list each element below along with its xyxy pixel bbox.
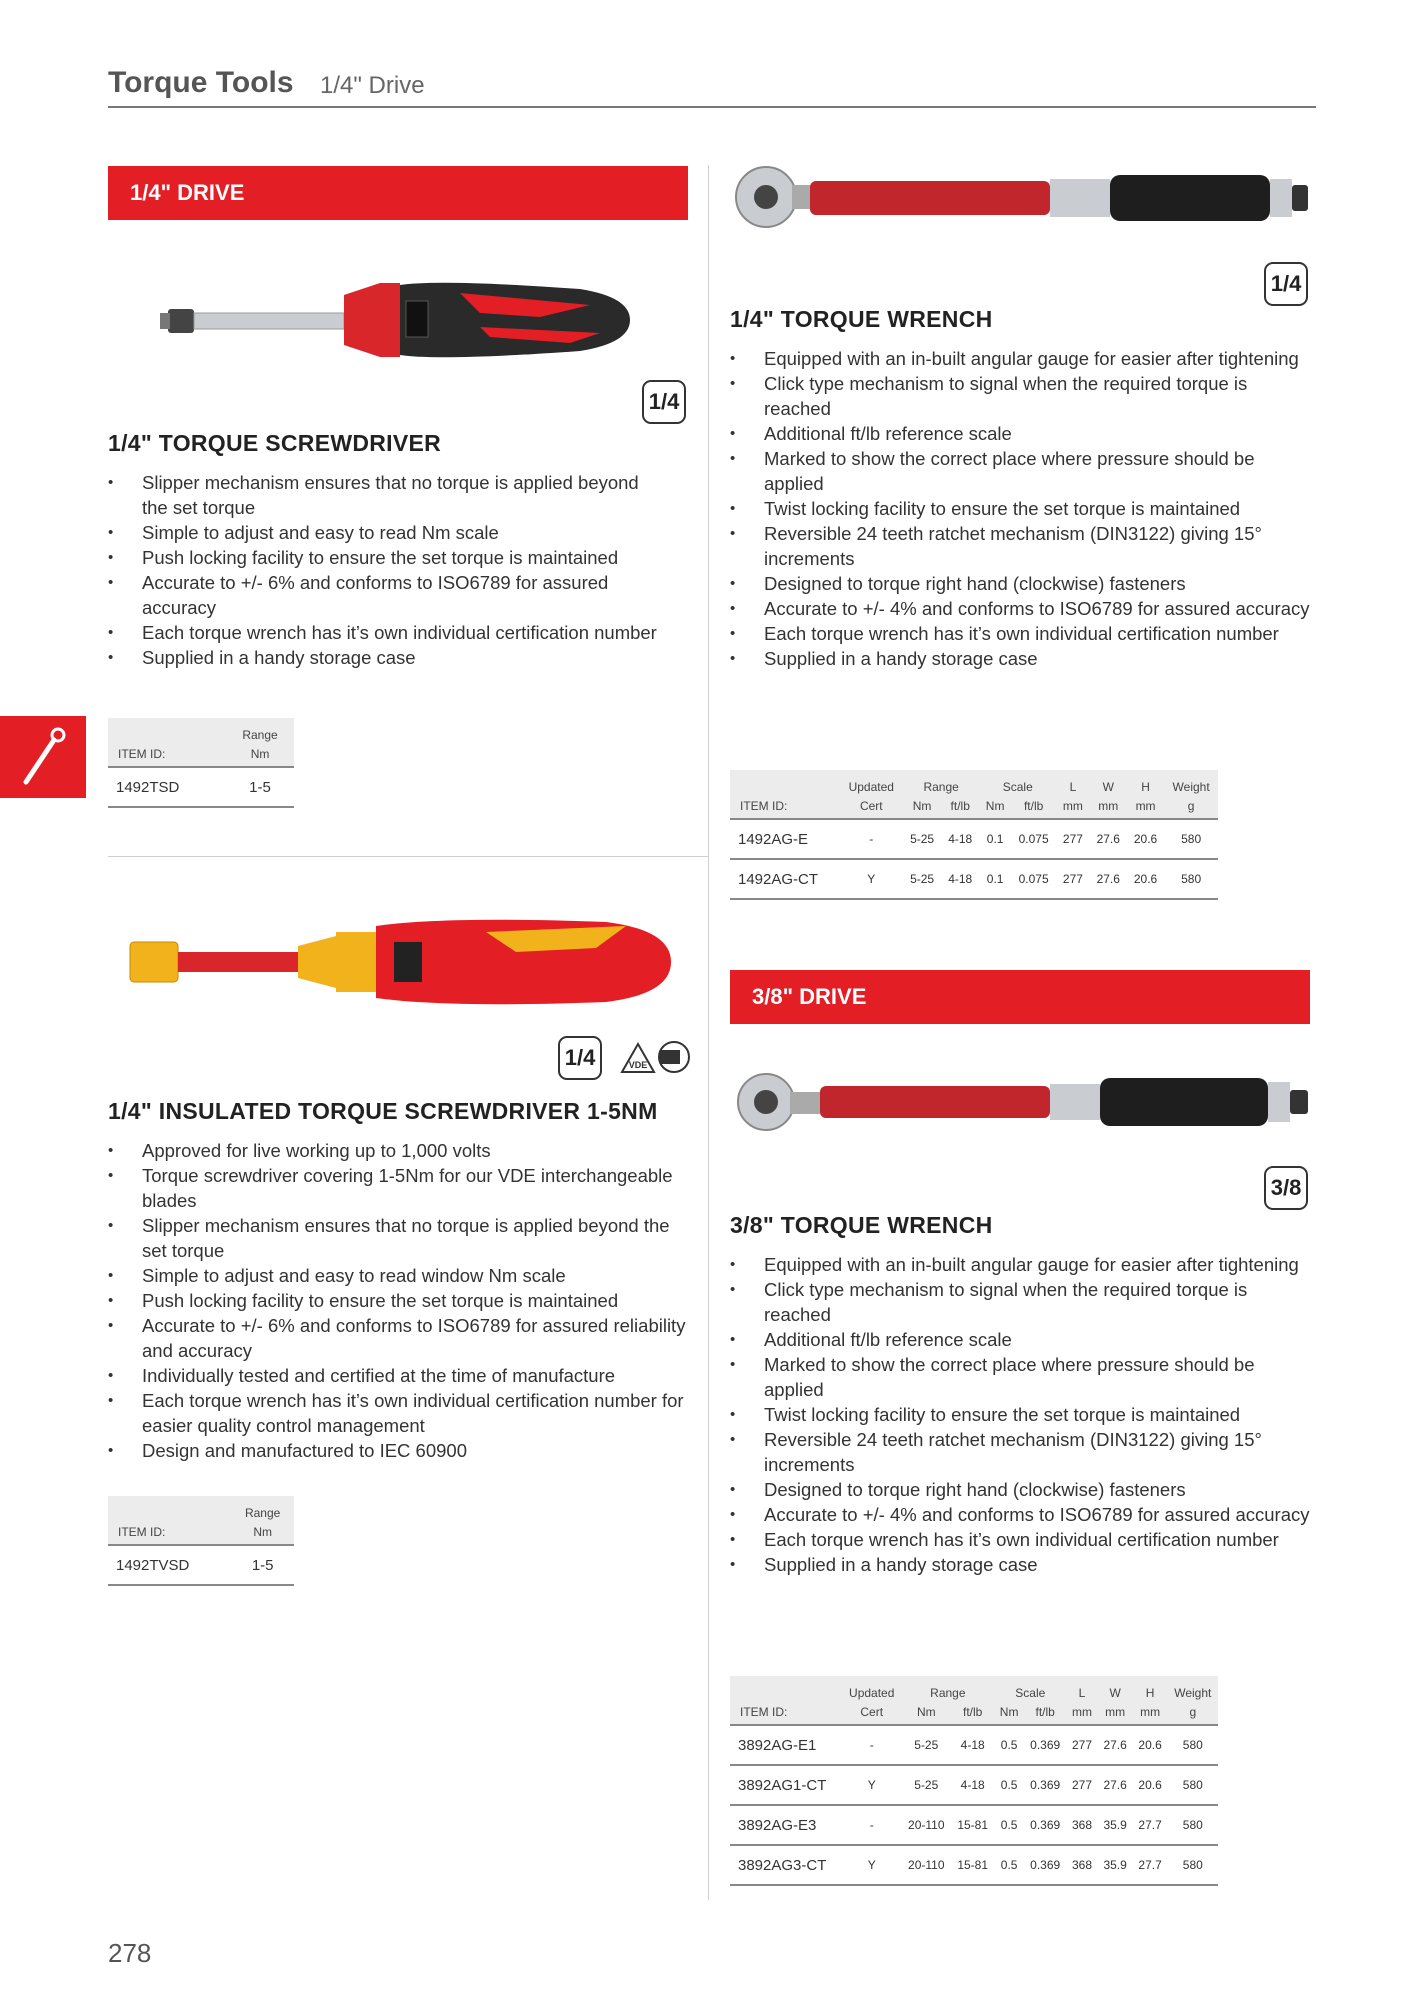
weight: 580: [1164, 859, 1218, 899]
col-item-id: ITEM ID:: [108, 1520, 231, 1545]
badge-denominator: 4: [583, 1045, 596, 1070]
feature-item: • Additional ft/lb reference scale: [730, 1327, 1310, 1352]
range-nm: 20-110: [901, 1845, 951, 1885]
range-ftlb: 4-18: [951, 1765, 994, 1805]
quarter-inch-badge: 1/4: [558, 1036, 602, 1080]
table-row: [730, 1725, 1218, 1765]
feature-item: • Torque screwdriver covering 1-5Nm for our VDE interchangeable blades: [108, 1163, 698, 1213]
range-ftlb: 15-81: [951, 1805, 994, 1845]
col-range: Range: [231, 1496, 294, 1520]
feature-item: • Equipped with an in-built angular gauge for easier after tightening: [730, 1252, 1310, 1277]
height: 27.7: [1133, 1805, 1168, 1845]
badge-denominator: 4: [667, 389, 680, 414]
col-g: g: [1164, 794, 1218, 819]
col-l: L: [1056, 770, 1089, 794]
three-eighth-wrench-title: 3/8" TORQUE WRENCH: [730, 1212, 993, 1238]
range-nm: 5-25: [903, 819, 941, 859]
badge-numerator: 1: [648, 389, 661, 414]
item-id: 1492AG-E: [730, 819, 840, 859]
col-w: W: [1098, 1676, 1133, 1700]
item-id: 3892AG3-CT: [730, 1845, 842, 1885]
cert: Y: [840, 859, 904, 899]
length: 277: [1056, 859, 1089, 899]
col-updated: Updated: [840, 770, 904, 794]
page-header: [108, 62, 1316, 108]
scale-nm: 0.1: [979, 859, 1011, 899]
col-ftlb: ft/lb: [951, 1700, 994, 1725]
quarter-inch-badge: 1/4: [642, 380, 686, 424]
scale-nm: 0.5: [994, 1765, 1024, 1805]
badge-numerator: 1: [1270, 271, 1283, 296]
item-id: 3892AG1-CT: [730, 1765, 842, 1805]
feature-item: • Click type mechanism to signal when the required torque is reached: [730, 1277, 1310, 1327]
col-item-id: ITEM ID:: [730, 1700, 842, 1725]
feature-item: • Marked to show the correct place where pressure should be applied: [730, 446, 1310, 496]
height: 20.6: [1133, 1725, 1168, 1765]
range-ftlb: 15-81: [951, 1845, 994, 1885]
feature-item: • Supplied in a handy storage case: [108, 645, 668, 670]
range-ftlb: 4-18: [941, 859, 979, 899]
item-id: 3892AG-E1: [730, 1725, 842, 1765]
col-ftlb: ft/lb: [941, 794, 979, 819]
table-row: [730, 1805, 1218, 1845]
scale-nm: 0.5: [994, 1805, 1024, 1845]
feature-item: • Accurate to +/- 6% and conforms to ISO6789 for assured accuracy: [108, 570, 668, 620]
scale-nm: 0.5: [994, 1845, 1024, 1885]
range-nm: 5-25: [903, 859, 941, 899]
torque-screwdriver-image: [160, 275, 640, 365]
range-ftlb: 4-18: [951, 1725, 994, 1765]
feature-item: • Approved for live working up to 1,000 volts: [108, 1138, 698, 1163]
scale-ftlb: 0.369: [1024, 1765, 1066, 1805]
page-title: Torque Tools: [108, 66, 294, 99]
col-l: L: [1066, 1676, 1097, 1700]
width: 27.6: [1098, 1725, 1133, 1765]
feature-item: • Designed to torque right hand (clockwise) fasteners: [730, 1477, 1310, 1502]
feature-item: • Designed to torque right hand (clockwise) fasteners: [730, 571, 1310, 596]
screwdriver-features: [108, 470, 668, 670]
col-item-id: ITEM ID:: [108, 742, 226, 767]
badge-numerator: 1: [564, 1045, 577, 1070]
table-row: [730, 1845, 1218, 1885]
insulated-screwdriver-image: [126, 912, 676, 1012]
col-mm-l: mm: [1066, 1700, 1097, 1725]
feature-item: • Click type mechanism to signal when the required torque is reached: [730, 371, 1310, 421]
scale-nm: 0.5: [994, 1725, 1024, 1765]
cert: Y: [842, 1765, 902, 1805]
quarter-inch-badge: 1/4: [1264, 262, 1308, 306]
item-id: 1492AG-CT: [730, 859, 840, 899]
col-h: H: [1127, 770, 1164, 794]
weight: 580: [1164, 819, 1218, 859]
drive-bar-three-eighth: 3/8" DRIVE: [730, 970, 1310, 1024]
feature-item: • Each torque wrench has it’s own individual certification number: [108, 620, 668, 645]
scale-ftlb: 0.369: [1024, 1725, 1066, 1765]
torque-wrench-icon: [18, 726, 68, 788]
col-scale: Scale: [994, 1676, 1066, 1700]
range-value: 1-5: [231, 1545, 294, 1585]
width: 35.9: [1098, 1805, 1133, 1845]
col-range: Range: [901, 1676, 994, 1700]
feature-item: • Slipper mechanism ensures that no torque is applied beyond the set torque: [108, 1213, 698, 1263]
cert: -: [842, 1725, 902, 1765]
insulated-features: [108, 1138, 698, 1463]
col-scale-nm: Nm: [994, 1700, 1024, 1725]
weight: 580: [1168, 1725, 1218, 1765]
feature-item: • Supplied in a handy storage case: [730, 1552, 1310, 1577]
vde-text: VDE: [628, 1060, 648, 1070]
length: 277: [1056, 819, 1089, 859]
table-row: [108, 767, 294, 807]
screwdriver-spec-table: [108, 718, 294, 808]
col-cert: Cert: [840, 794, 904, 819]
weight: 580: [1168, 1765, 1218, 1805]
range-ftlb: 4-18: [941, 819, 979, 859]
col-item-id: ITEM ID:: [730, 794, 840, 819]
vde-certification-icon: [620, 1040, 692, 1074]
quarter-wrench-features: [730, 346, 1310, 671]
cert: -: [842, 1805, 902, 1845]
length: 368: [1066, 1845, 1097, 1885]
col-nm: Nm: [903, 794, 941, 819]
col-unit: Nm: [231, 1520, 294, 1545]
feature-item: • Each torque wrench has it’s own individual certification number: [730, 621, 1310, 646]
range-nm: 20-110: [901, 1805, 951, 1845]
feature-item: • Twist locking facility to ensure the set torque is maintained: [730, 1402, 1310, 1427]
quarter-torque-wrench-image: [732, 165, 1312, 239]
feature-item: • Supplied in a handy storage case: [730, 646, 1310, 671]
range-value: 1-5: [226, 767, 294, 807]
col-nm: Nm: [901, 1700, 951, 1725]
width: 35.9: [1098, 1845, 1133, 1885]
col-mm-h: mm: [1133, 1700, 1168, 1725]
col-scale: Scale: [979, 770, 1056, 794]
scale-ftlb: 0.075: [1011, 819, 1056, 859]
weight: 580: [1168, 1805, 1218, 1845]
feature-item: • Each torque wrench has it’s own individual certification number for easier quality control management: [108, 1388, 698, 1438]
table-row: [730, 819, 1218, 859]
scale-nm: 0.1: [979, 819, 1011, 859]
height: 20.6: [1127, 819, 1164, 859]
width: 27.6: [1090, 859, 1127, 899]
length: 277: [1066, 1765, 1097, 1805]
page-number: 278: [108, 1938, 152, 1968]
col-scale-ftlb: ft/lb: [1011, 794, 1056, 819]
width: 27.6: [1090, 819, 1127, 859]
col-range: Range: [903, 770, 979, 794]
scale-ftlb: 0.369: [1024, 1845, 1066, 1885]
three-eighth-torque-wrench-image: [732, 1068, 1312, 1142]
col-w: W: [1090, 770, 1127, 794]
height: 27.7: [1133, 1845, 1168, 1885]
width: 27.6: [1098, 1765, 1133, 1805]
feature-item: • Accurate to +/- 4% and conforms to ISO6789 for assured accuracy: [730, 1502, 1310, 1527]
col-scale-ftlb: ft/lb: [1024, 1700, 1066, 1725]
section-side-tab: [0, 716, 86, 798]
table-row: [730, 859, 1218, 899]
scale-ftlb: 0.075: [1011, 859, 1056, 899]
col-unit: Nm: [226, 742, 294, 767]
col-weight: Weight: [1164, 770, 1218, 794]
feature-item: • Simple to adjust and easy to read window Nm scale: [108, 1263, 698, 1288]
col-weight: Weight: [1168, 1676, 1218, 1700]
col-scale-nm: Nm: [979, 794, 1011, 819]
range-nm: 5-25: [901, 1765, 951, 1805]
length: 277: [1066, 1725, 1097, 1765]
feature-item: • Reversible 24 teeth ratchet mechanism (DIN3122) giving 15° increments: [730, 1427, 1310, 1477]
feature-item: • Equipped with an in-built angular gauge for easier after tightening: [730, 346, 1310, 371]
feature-item: • Design and manufactured to IEC 60900: [108, 1438, 698, 1463]
length: 368: [1066, 1805, 1097, 1845]
feature-item: • Accurate to +/- 4% and conforms to ISO6789 for assured accuracy: [730, 596, 1310, 621]
col-cert: Cert: [842, 1700, 902, 1725]
feature-item: • Twist locking facility to ensure the set torque is maintained: [730, 496, 1310, 521]
item-id: 3892AG-E3: [730, 1805, 842, 1845]
item-id: 1492TSD: [108, 767, 226, 807]
column-divider: [708, 165, 709, 1900]
badge-numerator: 3: [1270, 1175, 1283, 1200]
col-mm-w: mm: [1090, 794, 1127, 819]
quarter-wrench-spec-table: [730, 770, 1218, 900]
drive-bar-quarter: 1/4" DRIVE: [108, 166, 688, 220]
section-divider: [108, 856, 708, 857]
screwdriver-title: 1/4" TORQUE SCREWDRIVER: [108, 430, 442, 456]
feature-item: • Each torque wrench has it’s own individual certification number: [730, 1527, 1310, 1552]
height: 20.6: [1133, 1765, 1168, 1805]
three-eighth-wrench-spec-table: [730, 1676, 1218, 1886]
badge-denominator: 4: [1289, 271, 1302, 296]
cert: Y: [842, 1845, 902, 1885]
col-mm-l: mm: [1056, 794, 1089, 819]
col-mm-h: mm: [1127, 794, 1164, 819]
scale-ftlb: 0.369: [1024, 1805, 1066, 1845]
badge-denominator: 8: [1289, 1175, 1302, 1200]
feature-item: • Push locking facility to ensure the set torque is maintained: [108, 1288, 698, 1313]
page-subtitle: 1/4" Drive: [320, 72, 425, 99]
three-eighth-wrench-features: [730, 1252, 1310, 1577]
table-row: [108, 1545, 294, 1585]
three-eighth-inch-badge: 3/8: [1264, 1166, 1308, 1210]
feature-item: • Push locking facility to ensure the set torque is maintained: [108, 545, 668, 570]
insulated-spec-table: [108, 1496, 294, 1586]
feature-item: • Additional ft/lb reference scale: [730, 421, 1310, 446]
cert: -: [840, 819, 904, 859]
height: 20.6: [1127, 859, 1164, 899]
col-mm-w: mm: [1098, 1700, 1133, 1725]
weight: 580: [1168, 1845, 1218, 1885]
col-range: Range: [226, 718, 294, 742]
col-updated: Updated: [842, 1676, 902, 1700]
col-g: g: [1168, 1700, 1218, 1725]
insulated-screwdriver-title: 1/4" INSULATED TORQUE SCREWDRIVER 1-5NM: [108, 1098, 658, 1124]
feature-item: • Accurate to +/- 6% and conforms to ISO6789 for assured reliability and accuracy: [108, 1313, 698, 1363]
feature-item: • Simple to adjust and easy to read Nm scale: [108, 520, 668, 545]
feature-item: • Marked to show the correct place where pressure should be applied: [730, 1352, 1310, 1402]
feature-item: • Individually tested and certified at the time of manufacture: [108, 1363, 698, 1388]
table-row: [730, 1765, 1218, 1805]
col-h: H: [1133, 1676, 1168, 1700]
feature-item: • Slipper mechanism ensures that no torque is applied beyond the set torque: [108, 470, 668, 520]
quarter-wrench-title: 1/4" TORQUE WRENCH: [730, 306, 993, 332]
item-id: 1492TVSD: [108, 1545, 231, 1585]
range-nm: 5-25: [901, 1725, 951, 1765]
feature-item: • Reversible 24 teeth ratchet mechanism (DIN3122) giving 15° increments: [730, 521, 1310, 571]
